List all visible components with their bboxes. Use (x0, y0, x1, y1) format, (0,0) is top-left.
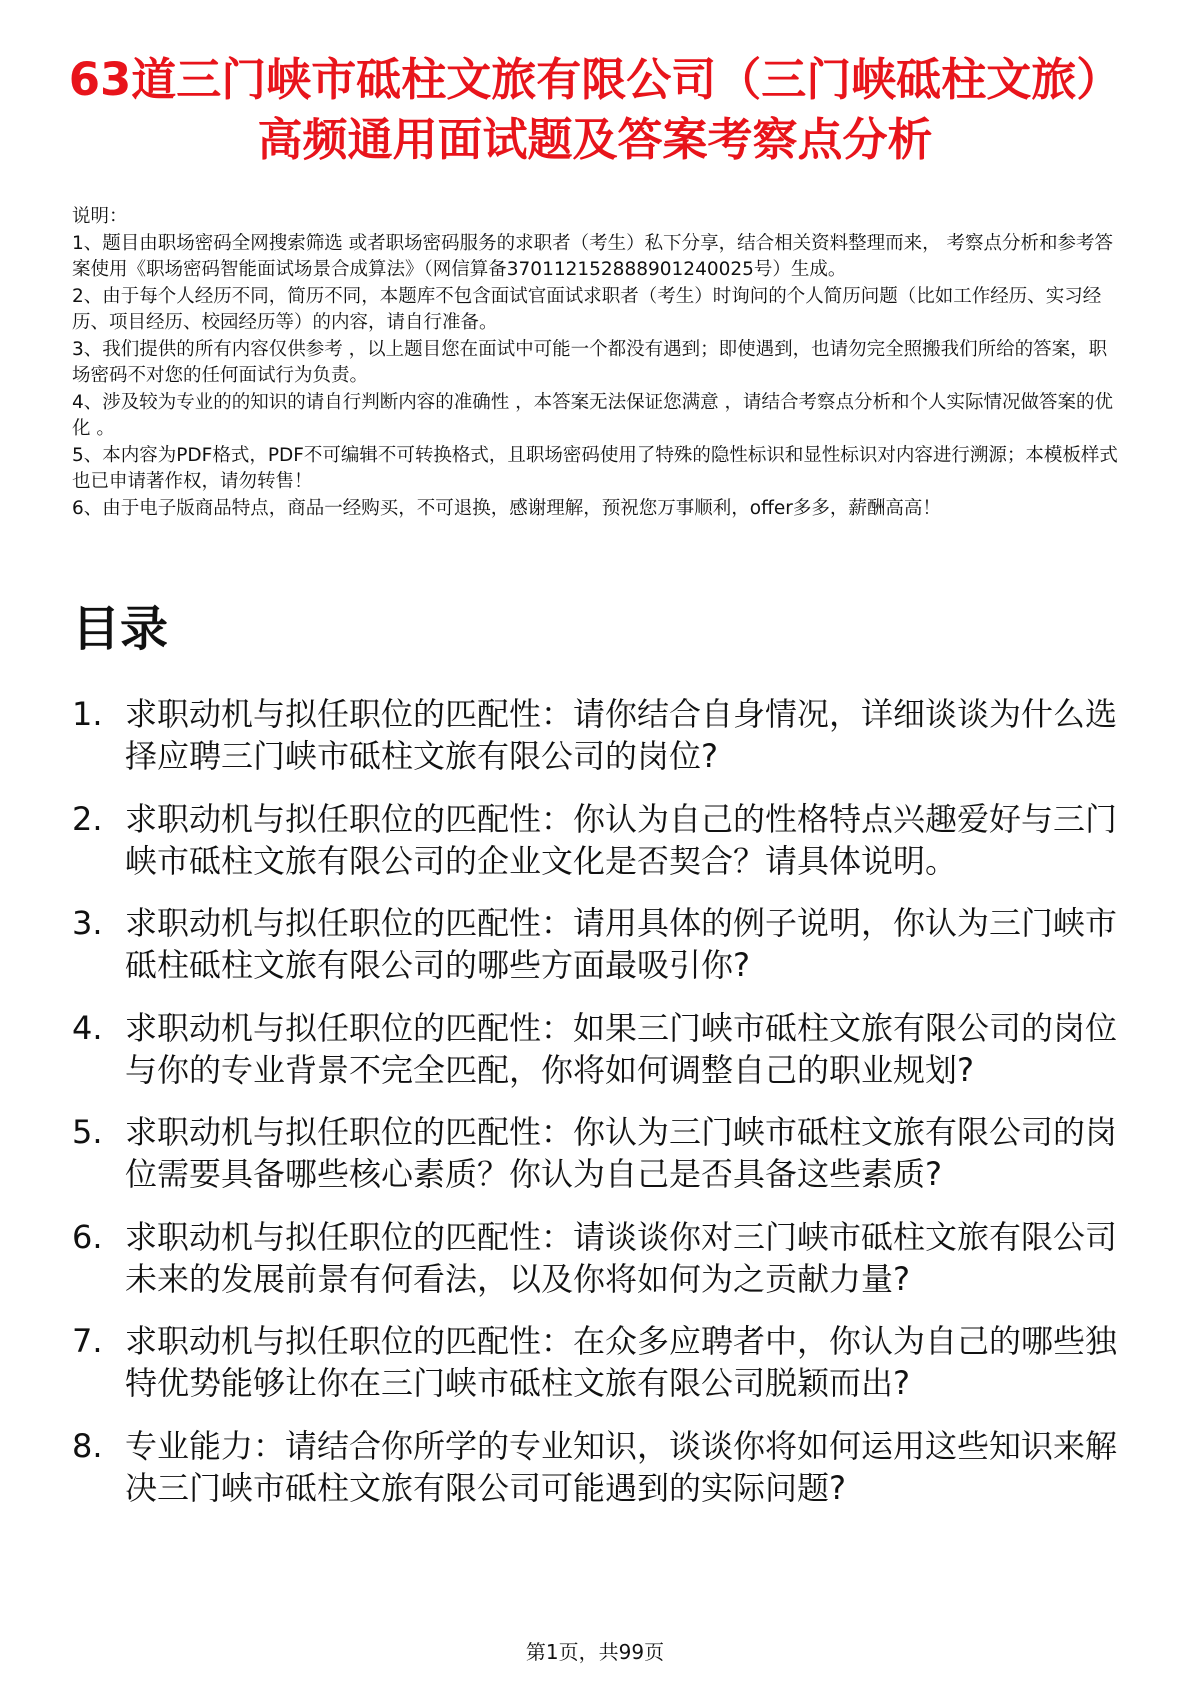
toc-heading: 目录 (72, 601, 169, 657)
toc-item-number: 4. (72, 1008, 103, 1047)
toc-item-text: 求职动机与拟任职位的匹配性：请谈谈你对三门峡市砥柱文旅有限公司未来的发展前景有何看法，以及你将如何为之贡献力量? (125, 1217, 1118, 1298)
toc-item[interactable] (72, 1425, 1122, 1509)
page-number: 第1页，共99页 (525, 1640, 665, 1664)
toc-item-number: 1. (72, 695, 103, 733)
note-item: 4、涉及较为专业的的知识的请自行判断内容的准确性 ，本答案无法保证您满意 ，请结合考察点分析和个人实际情况做答案的优化 。 (72, 391, 1114, 439)
toc-item-number: 7. (72, 1322, 103, 1360)
toc-item[interactable] (72, 1216, 1122, 1300)
toc-item[interactable] (72, 902, 1122, 986)
toc-item[interactable] (72, 1320, 1122, 1404)
toc-item[interactable] (72, 1007, 1122, 1091)
note-item: 2、由于每个人经历不同，简历不同，本题库不包含面试官面试求职者（考生）时询问的个人简历问题（比如工作经历、实习经历、项目经历、校园经历等）的内容，请自行准备。 (72, 285, 1102, 333)
toc-item[interactable] (72, 693, 1122, 777)
toc-item-number: 3. (72, 904, 103, 942)
toc-item[interactable] (72, 798, 1122, 882)
note-item: 6、由于电子版商品特点，商品一经购买，不可退换，感谢理解，预祝您万事顺利，offer多多，薪酬高高！ (72, 497, 941, 519)
notes-section (72, 204, 1120, 522)
toc-item-text: 专业能力：请结合你所学的专业知识，谈谈你将如何运用这些知识来解决三门峡市砥柱文旅有限公司可能遇到的实际问题? (125, 1426, 1118, 1507)
note-item: 1、题目由职场密码全网搜索筛选 或者职场密码服务的求职者（考生）私下分享，结合相关资料整理而来， 考察点分析和参考答案使用《职场密码智能面试场景合成算法》（网信算备370112152888901240025号）生成。 (72, 232, 1114, 280)
toc-item-text: 求职动机与拟任职位的匹配性：请用具体的例子说明，你认为三门峡市砥柱砥柱文旅有限公司的哪些方面最吸引你? (125, 904, 1118, 984)
toc-item-text: 求职动机与拟任职位的匹配性：你认为三门峡市砥柱文旅有限公司的岗位需要具备哪些核心素质？你认为自己是否具备这些素质? (125, 1113, 1118, 1193)
note-item: 5、本内容为PDF格式，PDF不可编辑不可转换格式，且职场密码使用了特殊的隐性标识和显性标识对内容进行溯源；本模板样式也已申请著作权，请勿转售！ (72, 444, 1118, 492)
toc-item-text: 求职动机与拟任职位的匹配性：如果三门峡市砥柱文旅有限公司的岗位与你的专业背景不完全匹配，你将如何调整自己的职业规划? (125, 1008, 1118, 1089)
toc-item-text: 求职动机与拟任职位的匹配性：你认为自己的性格特点兴趣爱好与三门峡市砥柱文旅有限公司的企业文化是否契合？请具体说明。 (125, 799, 1118, 880)
toc-item-text: 求职动机与拟任职位的匹配性：请你结合自身情况，详细谈谈为什么选择应聘三门峡市砥柱文旅有限公司的岗位? (125, 695, 1118, 775)
notes-heading: 说明： (72, 206, 128, 227)
document-title: 63道三门峡市砥柱文旅有限公司（三门峡砥柱文旅）高频通用面试题及答案考察点分析 (68, 53, 1122, 166)
toc-item-text: 求职动机与拟任职位的匹配性：在众多应聘者中，你认为自己的哪些独特优势能够让你在三门峡市砥柱文旅有限公司脱颖而出? (125, 1322, 1118, 1402)
toc-item-number: 8. (72, 1426, 103, 1465)
toc-item[interactable] (72, 1111, 1122, 1195)
toc-item-number: 2. (72, 799, 103, 838)
note-item: 3、我们提供的所有内容仅供参考 ，以上题目您在面试中可能一个都没有遇到；即使遇到，也请勿完全照搬我们所给的答案，职场密码不对您的任何面试行为负责。 (72, 338, 1108, 386)
toc-list (72, 693, 1122, 1529)
toc-item-number: 5. (72, 1113, 103, 1151)
toc-item-number: 6. (72, 1217, 103, 1256)
